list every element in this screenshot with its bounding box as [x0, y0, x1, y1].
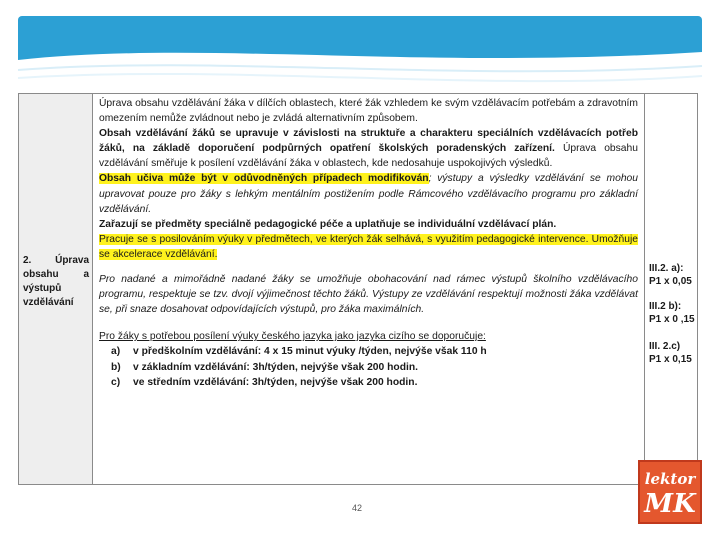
highlighted-text: Obsah učiva může být v odůvodněných případech modifikován: [99, 173, 429, 185]
coefficient-cell: [645, 94, 699, 484]
row-label-word: a: [83, 269, 89, 280]
row-label-word: obsahu: [23, 269, 59, 280]
row-label-number: 2.: [23, 255, 32, 266]
paragraph-modification: [99, 171, 638, 216]
paragraph-intro: Úprava obsahu vzdělávání žáka v dílčích oblastech, které žák vzhledem ke svým vzdělávacím potřebám a zdravotním omezením nemůže zvládnout nebo je zvládá alternativním způsobem.: [99, 98, 638, 125]
recommendation-list: [99, 344, 638, 389]
paragraph-text: Úprava obsahu vzdělávání směřuje k posílení vzdělávání žáka v oblastech, kde nedosahuje uspokojivých výsledků.: [99, 143, 638, 170]
description-cell: [93, 94, 645, 484]
lektor-mk-logo: [638, 460, 702, 524]
row-label-word: Úprava: [55, 255, 89, 266]
paragraph-czech-language: Pro žáky s potřebou posílení výuky českého jazyka jako jazyka cizího se doporučuje:: [99, 331, 486, 343]
page-number: 42: [352, 503, 363, 513]
list-item: a) v předškolním vzdělávání: 4 x 15 minut výuky /týden, nejvýše však 110 h: [111, 346, 487, 358]
svg-text:MK: MK: [644, 489, 696, 519]
bold-text: Obsah vzdělávání žáků se upravuje v závislosti na struktuře a charakteru speciálních vzdělávacích potřeb žáků, na základě doporučení podpůrných opatření školských poradenských zařízení.: [99, 128, 638, 155]
paragraph-gifted: Pro nadané a mimořádně nadané žáky se umožňuje obohacování nad rámec výstupů školního vzdělávacího programu, respektuje se tzv. dvojí výjimečnost těchto žáků. Výstupy ze vzdělávání respektují možnosti žáka vzdělávat se, při snaze dosahovat odpovídajících výstupů, pro žáka maximálních.: [99, 274, 638, 316]
svg-text:lektor: lektor: [644, 470, 696, 488]
coefficient-block: III. 2.c) P1 x 0,15: [649, 341, 692, 365]
coefficient-block: III.2 b): P1 x 0 ,15: [649, 301, 695, 325]
italic-text: ; výstupy a výsledky vzdělávání se mohou upravovat pouze pro žáky s lehkým mentálním postižením podle Rámcového vzdělávacího programu pro základní vzdělávání.: [99, 173, 638, 215]
highlighted-text: Pracuje se s posilováním výuky v předmětech, ve kterých žák selhává, s využitím pedagogické intervence. Umožňuje se akcelerace vzdělávání.: [99, 233, 638, 260]
coefficient-block: III.2. a): P1 x 0,05: [649, 263, 692, 287]
list-item: c) ve středním vzdělávání: 3h/týden, nejvýše však 200 hodin.: [111, 376, 418, 388]
paragraph-intervention: [99, 232, 638, 262]
row-label-cell: [19, 94, 93, 484]
row-label-word: vzdělávání: [23, 297, 74, 308]
paragraph-iep: Zařazují se předměty speciálně pedagogické péče a uplatňuje se individuální vzdělávací plán.: [99, 218, 557, 230]
content-table: [18, 93, 698, 485]
list-item: b) v základním vzdělávání: 3h/týden, nejvýše však 200 hodin.: [111, 361, 418, 373]
paragraph-content-adjustment: [99, 126, 638, 171]
row-label-word: výstupů: [23, 283, 62, 294]
